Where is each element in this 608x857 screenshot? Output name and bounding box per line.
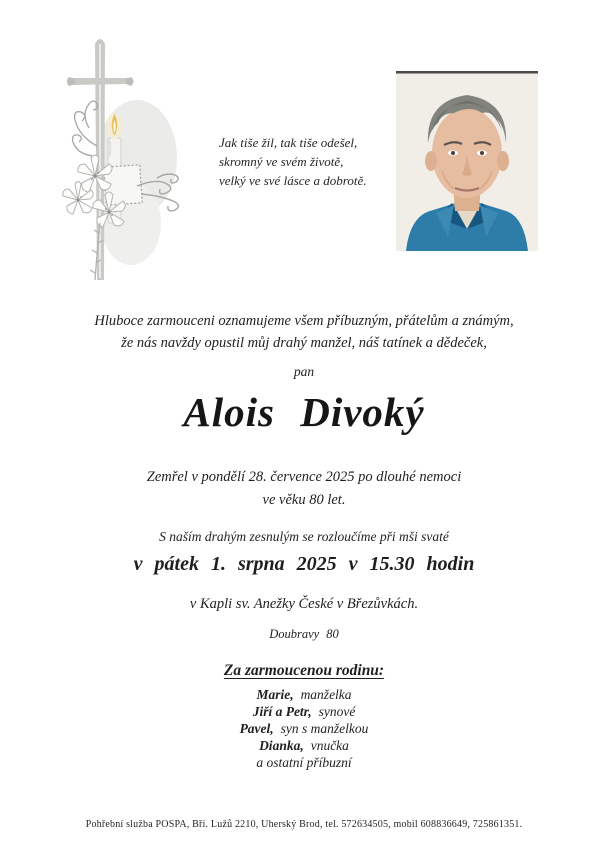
family-heading: [0, 662, 608, 680]
quote-line: velký ve své lásce a dobrotě.: [219, 173, 367, 188]
family-member-relation: syn s manželkou: [280, 721, 369, 736]
family-member-name: Marie,: [256, 687, 294, 702]
death-line: ve věku 80 let.: [262, 492, 346, 508]
family-member-name: Pavel,: [239, 721, 274, 736]
quote-line: skromný ve svém životě,: [219, 154, 344, 169]
address-line: Doubravy 80: [269, 627, 339, 641]
death-announcement: [0, 466, 608, 512]
quote-line: Jak tiše žil, tak tiše odešel,: [219, 135, 358, 150]
farewell-intro: S naším drahým zesnulým se rozloučíme při mši svaté: [159, 529, 449, 544]
funeral-service-footer: Pohřební služba POSPA, Bří. Lužů 2210, Uherský Brod, tel. 572634505, mobil 608836649, 725861351.: [85, 819, 523, 830]
family-member-row: [0, 720, 608, 737]
deceased-portrait-photo: [396, 71, 538, 251]
family-member-row: [0, 703, 608, 720]
family-member-relation: vnučka: [310, 738, 349, 753]
family-member-relation: manželka: [300, 687, 352, 702]
family-others: a ostatní příbuzní: [256, 755, 352, 770]
family-member-row: [0, 737, 608, 754]
family-member-name: Jiří a Petr,: [252, 704, 312, 719]
family-member-row: [0, 686, 608, 703]
cross-candle-lilies-icon: [45, 28, 205, 293]
farewell-datetime: v pátek 1. srpna 2025 v 15.30 hodin: [133, 553, 475, 575]
title-prefix: pan: [293, 364, 315, 379]
announcement-line: Hluboce zarmouceni oznamujeme všem příbuzným, přátelům a známým,: [94, 313, 514, 329]
family-member-name: Dianka,: [259, 738, 304, 753]
deceased-name: Alois Divoký: [183, 389, 425, 435]
farewell-place: v Kapli sv. Anežky České v Březůvkách.: [189, 596, 419, 612]
announcement-line: že nás navždy opustil můj drahý manžel, náš tatínek a dědeček,: [121, 334, 487, 351]
announcement-text: [0, 311, 608, 354]
death-line: Zemřel v pondělí 28. července 2025 po dlouhé nemoci: [146, 469, 462, 485]
family-member-relation: synové: [318, 704, 356, 719]
family-heading-text: Za zarmoucenou rodinu:: [223, 662, 385, 679]
family-list: [0, 686, 608, 771]
memorial-quote: [219, 133, 409, 190]
